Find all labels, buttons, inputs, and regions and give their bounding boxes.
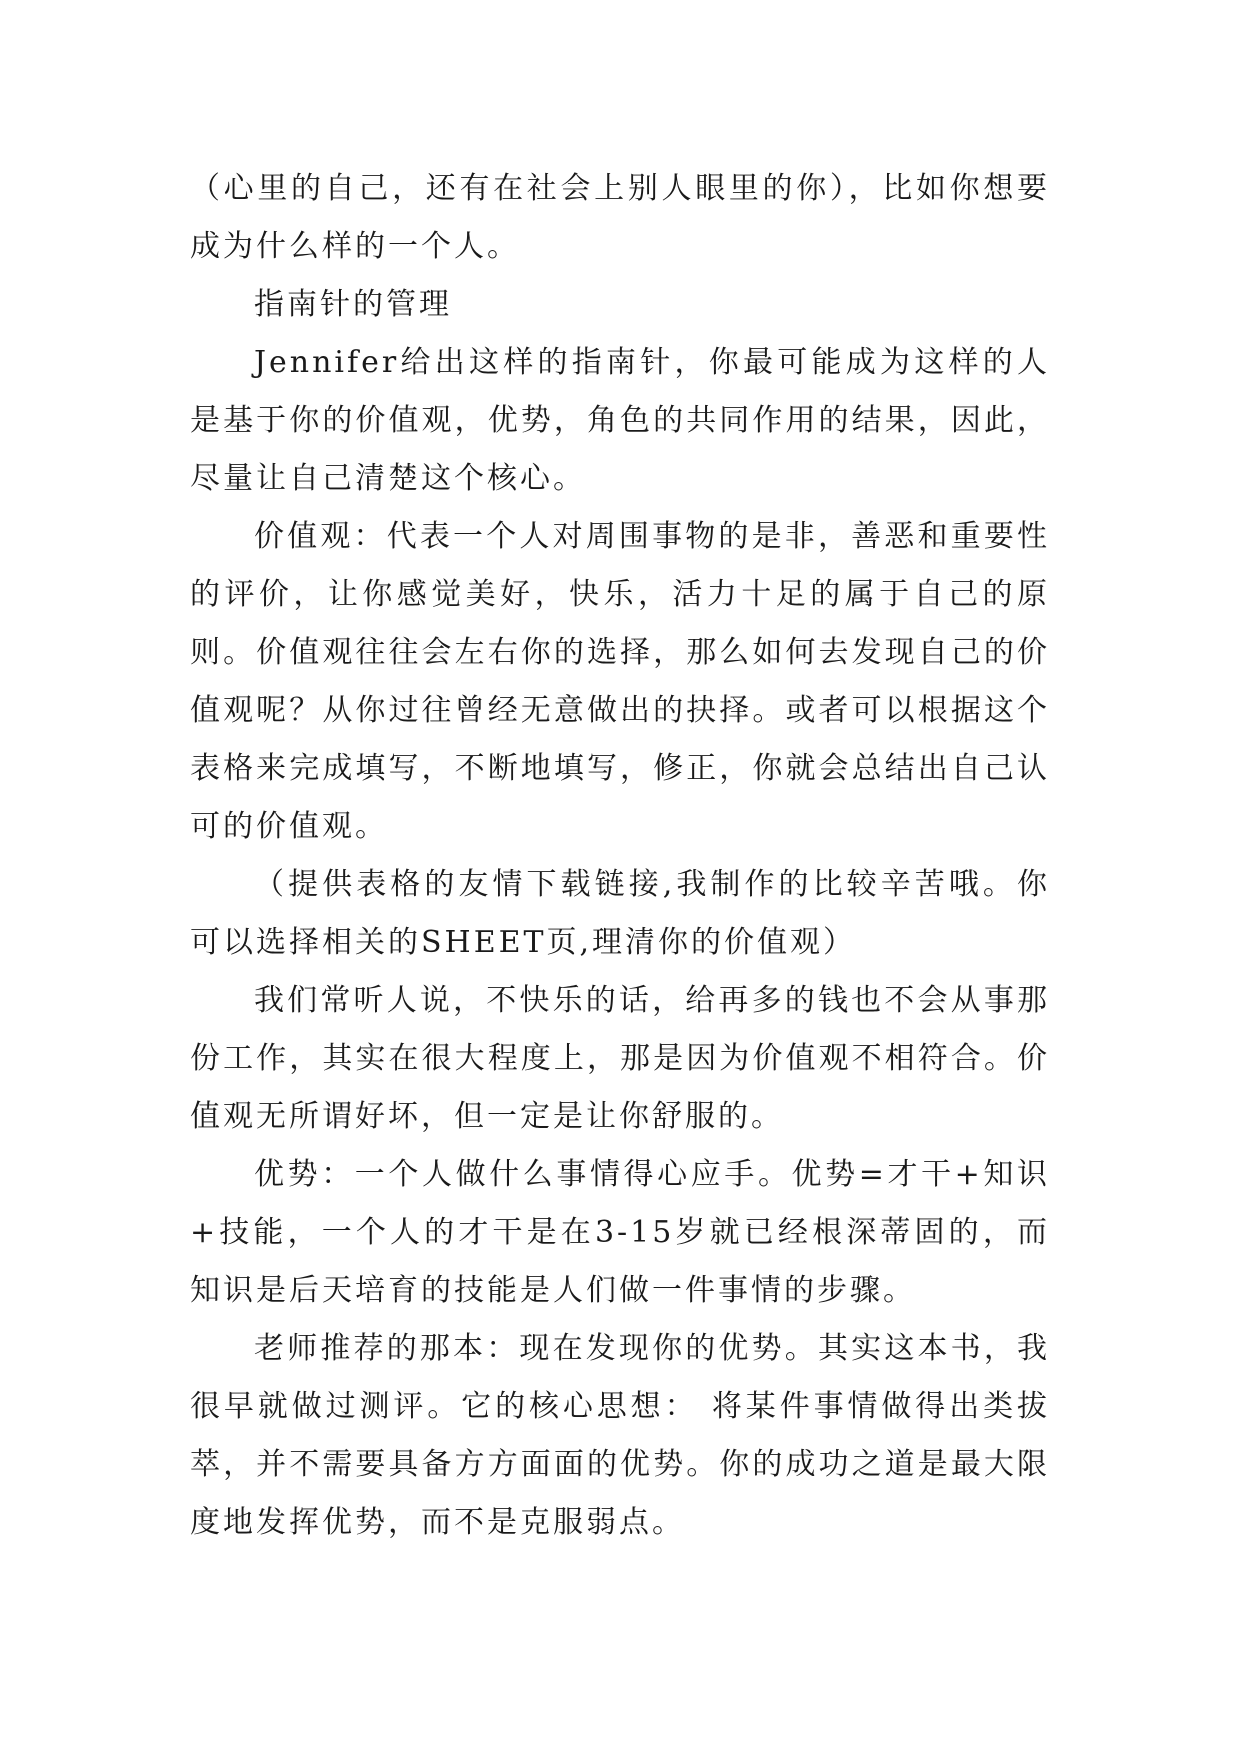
paragraph-2-heading: 指南针的管理: [254, 287, 452, 322]
paragraph-8: 老师推荐的那本：现在发现你的优势。其实这本书，我很早就做过测评。它的核心思想： 将某件事情做得出类拔萃，并不需要具备方方面面的优势。你的成功之道是最大限度地发挥优势，而不是克服弱点。: [190, 1331, 1050, 1540]
paragraph-3: Jennifer给出这样的指南针，你最可能成为这样的人是基于你的价值观，优势，角色的共同作用的结果，因此，尽量让自己清楚这个核心。: [190, 345, 1050, 496]
paragraph-6: 我们常听人说，不快乐的话，给再多的钱也不会从事那份工作，其实在很大程度上，那是因为价值观不相符合。价值观无所谓好坏，但一定是让你舒服的。: [190, 983, 1050, 1134]
paragraph-1: （心里的自己，还有在社会上别人眼里的你），比如你想要成为什么样的一个人。: [190, 171, 1050, 264]
document-body: [190, 160, 1050, 1552]
paragraph-5: （提供表格的友情下载链接,我制作的比较辛苦哦。你可以选择相关的SHEET页,理清你的价值观）: [190, 867, 1050, 960]
paragraph-4: 价值观：代表一个人对周围事物的是非，善恶和重要性的评价，让你感觉美好，快乐，活力十足的属于自己的原则。价值观往往会左右你的选择，那么如何去发现自己的价值观呢？从你过往曾经无意做出的抉择。或者可以根据这个表格来完成填写，不断地填写，修正，你就会总结出自己认可的价值观。: [190, 519, 1050, 844]
paragraph-7: 优势：一个人做什么事情得心应手。优势=才干+知识+技能，一个人的才干是在3-15岁就已经根深蒂固的，而知识是后天培育的技能是人们做一件事情的步骤。: [190, 1157, 1050, 1308]
